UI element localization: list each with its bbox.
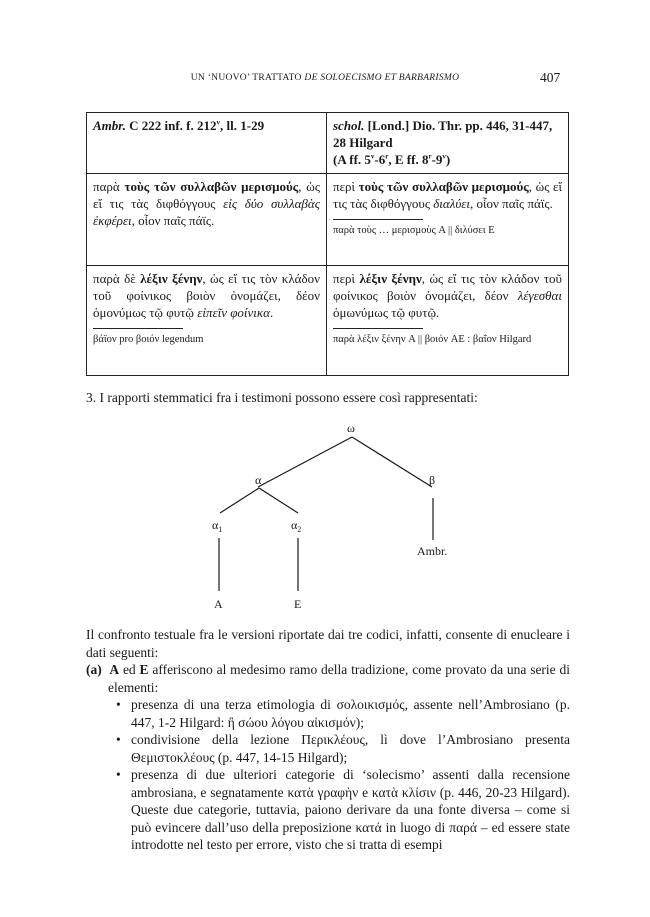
node-alpha2-sub: 2 [297, 525, 302, 534]
text-run: , ὡς εἴ τις τὸν κλάδον τοῦ φοίνικος βοιὸν ὀνομάζει, δέον [333, 271, 562, 303]
right-column-header [327, 113, 569, 174]
node-alpha2 [291, 518, 301, 534]
node-alpha1-sub: 1 [218, 525, 223, 534]
header-sup: v [442, 152, 446, 161]
node-alpha: α [255, 473, 262, 487]
item-a-bold: A [109, 662, 120, 677]
page-number: 407 [540, 70, 561, 85]
header-text: , ll. 1-29 [220, 118, 265, 133]
header-sup: r [385, 152, 389, 161]
header-text: ) [445, 152, 451, 167]
node-alpha1-letter: α [212, 518, 219, 532]
comparison-table [86, 112, 569, 376]
bold-run: τοὺς τῶν συλλαβῶν μερισμούς [358, 179, 529, 194]
item-a-text: afferiscono al medesimo ramo della tradizione, come provato da una serie di elementi: [108, 662, 570, 695]
bold-run: λέξιν ξένην [359, 271, 422, 286]
bold-run: τοὺς τῶν συλλαβῶν μερισμούς [124, 179, 299, 194]
node-alpha1 [212, 518, 222, 534]
header-text: (A ff. 5 [333, 152, 371, 167]
node-E: E [294, 597, 302, 611]
text-run: , ὡς εἴ τις τὸν κλάδον τοῦ φοίνικος βοιὸν ὀνομάζει, δέον ὁμονύμως τῷ φυτῷ [93, 271, 320, 320]
list-item-text: condivisione della lezione Περικλέους, lì dove l’Ambrosiano presenta Θεμιστοκλέους (p. 447, 14-15 Hilgard); [131, 732, 570, 765]
apparatus-rule [93, 328, 183, 329]
stemma-diagram [0, 415, 650, 615]
text-run: παρὰ [93, 179, 125, 194]
running-head-title: DE SOLOECISMO ET BARBARISMO [304, 73, 460, 83]
header-text: C 222 inf. f. 212 [125, 118, 217, 133]
bullet-glyph: • [116, 732, 121, 747]
edge-alpha-alpha1 [220, 488, 259, 513]
bold-run: λέξιν ξένην [140, 271, 203, 286]
text-run: , οἷον παῖς πάϊς. [131, 213, 215, 228]
text-run: , οἷον παῖς πάϊς. [470, 196, 553, 211]
text-run: , ὡς εἴ τις τὰς διφθόγγους [333, 179, 562, 211]
intro-paragraph: Il confronto testuale fra le versioni riportate dai tre codici, infatti, consente di enucleare i dati seguenti: [86, 627, 570, 660]
italic-run: εἰς δύο συλλαβὰς ἐκφέρει [93, 196, 320, 228]
evidence-list [86, 696, 570, 854]
list-item-text: presenza di due ulteriori categorie di ‘solecismo’ assenti dalla recensione ambrosiana, e segnatamente κατὰ γραφὴν e κατὰ κλίσιν (p. 446, 20-23 Hilgard). Queste due categorie, tuttavia, paiono derivare da una fonte diversa – come si può evincere dall’uso della preposizione κατά in luogo di παρά – ed essere state introdotte nel testo per errore, visto che si tratta di esempi [131, 767, 570, 852]
bullet-glyph: • [116, 767, 121, 782]
list-item-text: presenza di una terza etimologia di σολοικισμός, assente nell’Ambrosiano (p. 447, 1-2 Hilgard: ἢ σώου λόγου αἰκισμόν); [131, 697, 570, 730]
italic-run: εἰπεῖν φοίνικα [197, 305, 270, 320]
header-italic: Ambr. [93, 118, 126, 133]
header-sup: v [216, 118, 221, 127]
edge-omega-beta [352, 437, 432, 487]
apparatus-rule [333, 328, 423, 329]
apparatus-note: παρὰ τοὺς … μερισμοὺς A || διλύσει E [333, 225, 495, 236]
header-text: , E ff. 8 [388, 152, 429, 167]
table-cell [327, 266, 569, 376]
node-omega: ω [347, 421, 355, 435]
item-a [86, 661, 570, 696]
header-sup: v [370, 152, 375, 161]
table-cell [87, 266, 327, 376]
node-A: A [214, 597, 223, 611]
cell-text [93, 270, 320, 321]
table-row [87, 174, 569, 266]
running-head-prefix: UN ‘NUOVO’ TRATTATO [190, 73, 305, 83]
text-run: ὁμωνύμως τῷ φυτῷ. [333, 305, 440, 320]
header-sup: r [428, 152, 432, 161]
left-column-header [87, 113, 327, 174]
text-run: παρὰ δὲ [93, 271, 141, 286]
section-3-text: 3. I rapporti stemmatici fra i testimoni possono essere così rappresentati: [86, 390, 478, 405]
list-item [116, 696, 570, 731]
bullet-glyph: • [116, 697, 121, 712]
text-run: , ὡς εἴ τις τὰς διφθόγγους [93, 179, 320, 211]
item-a-text: ed [119, 662, 140, 677]
apparatus-note: παρὰ λέξιν ξένην A || βοιόν AE : βαΐον Hilgard [333, 334, 532, 345]
node-beta: β [429, 473, 436, 487]
table-row [87, 266, 569, 376]
edge-alpha-alpha2 [259, 488, 298, 513]
italic-run: διαλύει [433, 196, 471, 211]
header-italic: schol. [333, 118, 365, 133]
item-a-label: (a) [86, 662, 102, 677]
table-cell [87, 174, 327, 266]
text-run: . [269, 305, 274, 320]
item-a-bold: E [139, 662, 149, 677]
node-alpha2-letter: α [291, 518, 298, 532]
edge-omega-alpha [258, 437, 352, 487]
table-cell [327, 174, 569, 266]
apparatus-rule [333, 219, 423, 220]
node-ambr: Ambr. [417, 544, 448, 558]
italic-run: λέγεσθαι [517, 288, 562, 303]
cell-text [333, 178, 562, 212]
body-text [86, 626, 570, 854]
header-text: [Lond.] Dio. Thr. pp. 446, 31-447, 28 Hilgard [333, 118, 553, 150]
list-item [116, 766, 570, 854]
header-text: -6 [374, 152, 386, 167]
list-item [116, 731, 570, 766]
text-run: περὶ [333, 179, 359, 194]
text-run: περὶ [333, 271, 360, 286]
cell-text [93, 178, 320, 229]
table-header-row [87, 113, 569, 174]
header-text: -9 [431, 152, 443, 167]
cell-text [333, 270, 562, 321]
apparatus-note: βάϊον pro βοιόν legendum [93, 334, 204, 345]
